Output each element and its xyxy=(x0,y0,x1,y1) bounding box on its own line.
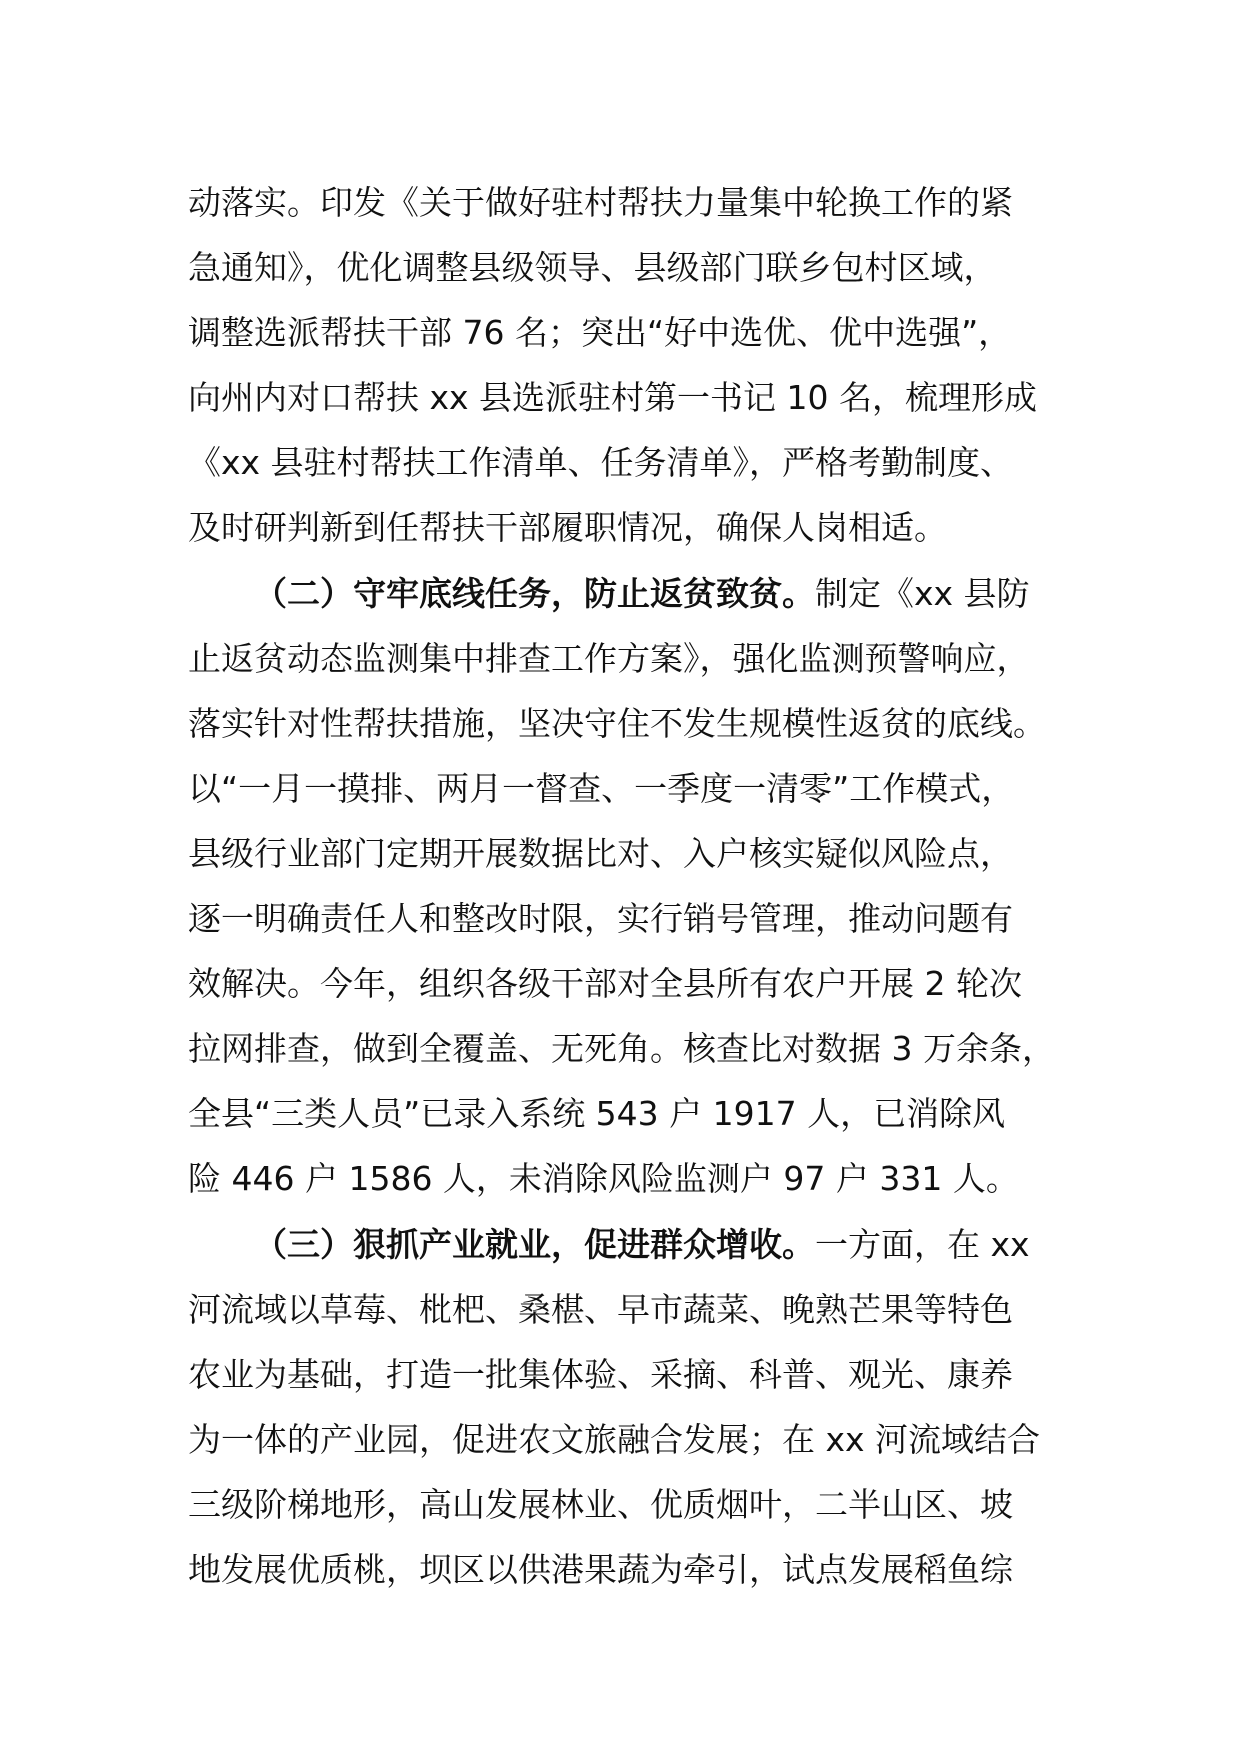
text-run: 制定《xx 县防 xyxy=(815,573,1030,613)
text-line: 《xx 县驻村帮扶工作清单、任务清单》，严格考勤制度、 xyxy=(188,443,1014,483)
text-line: 拉网排查，做到全覆盖、无死角。核查比对数据 3 万余条， xyxy=(188,1029,1055,1069)
text-line: 为一体的产业园，促进农文旅融合发展；在 xx 河流域结合 xyxy=(188,1419,1041,1459)
text-line: 止返贫动态监测集中排查工作方案》，强化监测预警响应， xyxy=(188,638,1030,678)
section-heading: （二）守牢底线任务，防止返贫致贫。 xyxy=(254,573,815,613)
text-line: 急通知》，优化调整县级领导、县级部门联乡包村区域， xyxy=(188,248,997,288)
paragraph xyxy=(188,170,1068,561)
section-heading: （三）狠抓产业就业，促进群众增收。 xyxy=(254,1224,815,1264)
text-line xyxy=(188,1212,1068,1277)
text-line: 险 446 户 1586 人，未消除风险监测户 97 户 331 人。 xyxy=(188,1159,1019,1199)
paragraph xyxy=(188,561,1068,1212)
text-line xyxy=(188,561,1068,626)
paragraph xyxy=(188,1212,1068,1603)
text-line: 三级阶梯地形，高山发展林业、优质烟叶，二半山区、坡 xyxy=(188,1484,1013,1524)
text-line: 向州内对口帮扶 xx 县选派驻村第一书记 10 名，梳理形成 xyxy=(188,378,1038,418)
text-line: 落实针对性帮扶措施，坚决守住不发生规模性返贫的底线。 xyxy=(188,703,1046,743)
text-line: 地发展优质桃，坝区以供港果蔬为牵引，试点发展稻鱼综 xyxy=(188,1549,1013,1589)
text-line: 全县“三类人员”已录入系统 543 户 1917 人，已消除风 xyxy=(188,1094,1006,1134)
text-line: 逐一明确责任人和整改时限，实行销号管理，推动问题有 xyxy=(188,899,1013,939)
text-line: 动落实。印发《关于做好驻村帮扶力量集中轮换工作的紧 xyxy=(188,183,1013,222)
text-line: 效解决。今年，组织各级干部对全县所有农户开展 2 轮次 xyxy=(188,964,1022,1004)
text-run: 一方面，在 xx xyxy=(815,1224,1030,1264)
document-body xyxy=(188,170,1068,1602)
text-line: 县级行业部门定期开展数据比对、入户核实疑似风险点， xyxy=(188,833,1013,873)
text-line: 及时研判新到任帮扶干部履职情况，确保人岗相适。 xyxy=(188,508,947,548)
text-line: 河流域以草莓、枇杷、桑椹、早市蔬菜、晚熟芒果等特色 xyxy=(188,1289,1013,1329)
text-line: 以“一月一摸排、两月一督查、一季度一清零”工作模式， xyxy=(188,768,1015,808)
text-line: 调整选派帮扶干部 76 名；突出“好中选优、优中选强”， xyxy=(188,313,1012,353)
text-line: 农业为基础，打造一批集体验、采摘、科普、观光、康养 xyxy=(188,1354,1013,1394)
